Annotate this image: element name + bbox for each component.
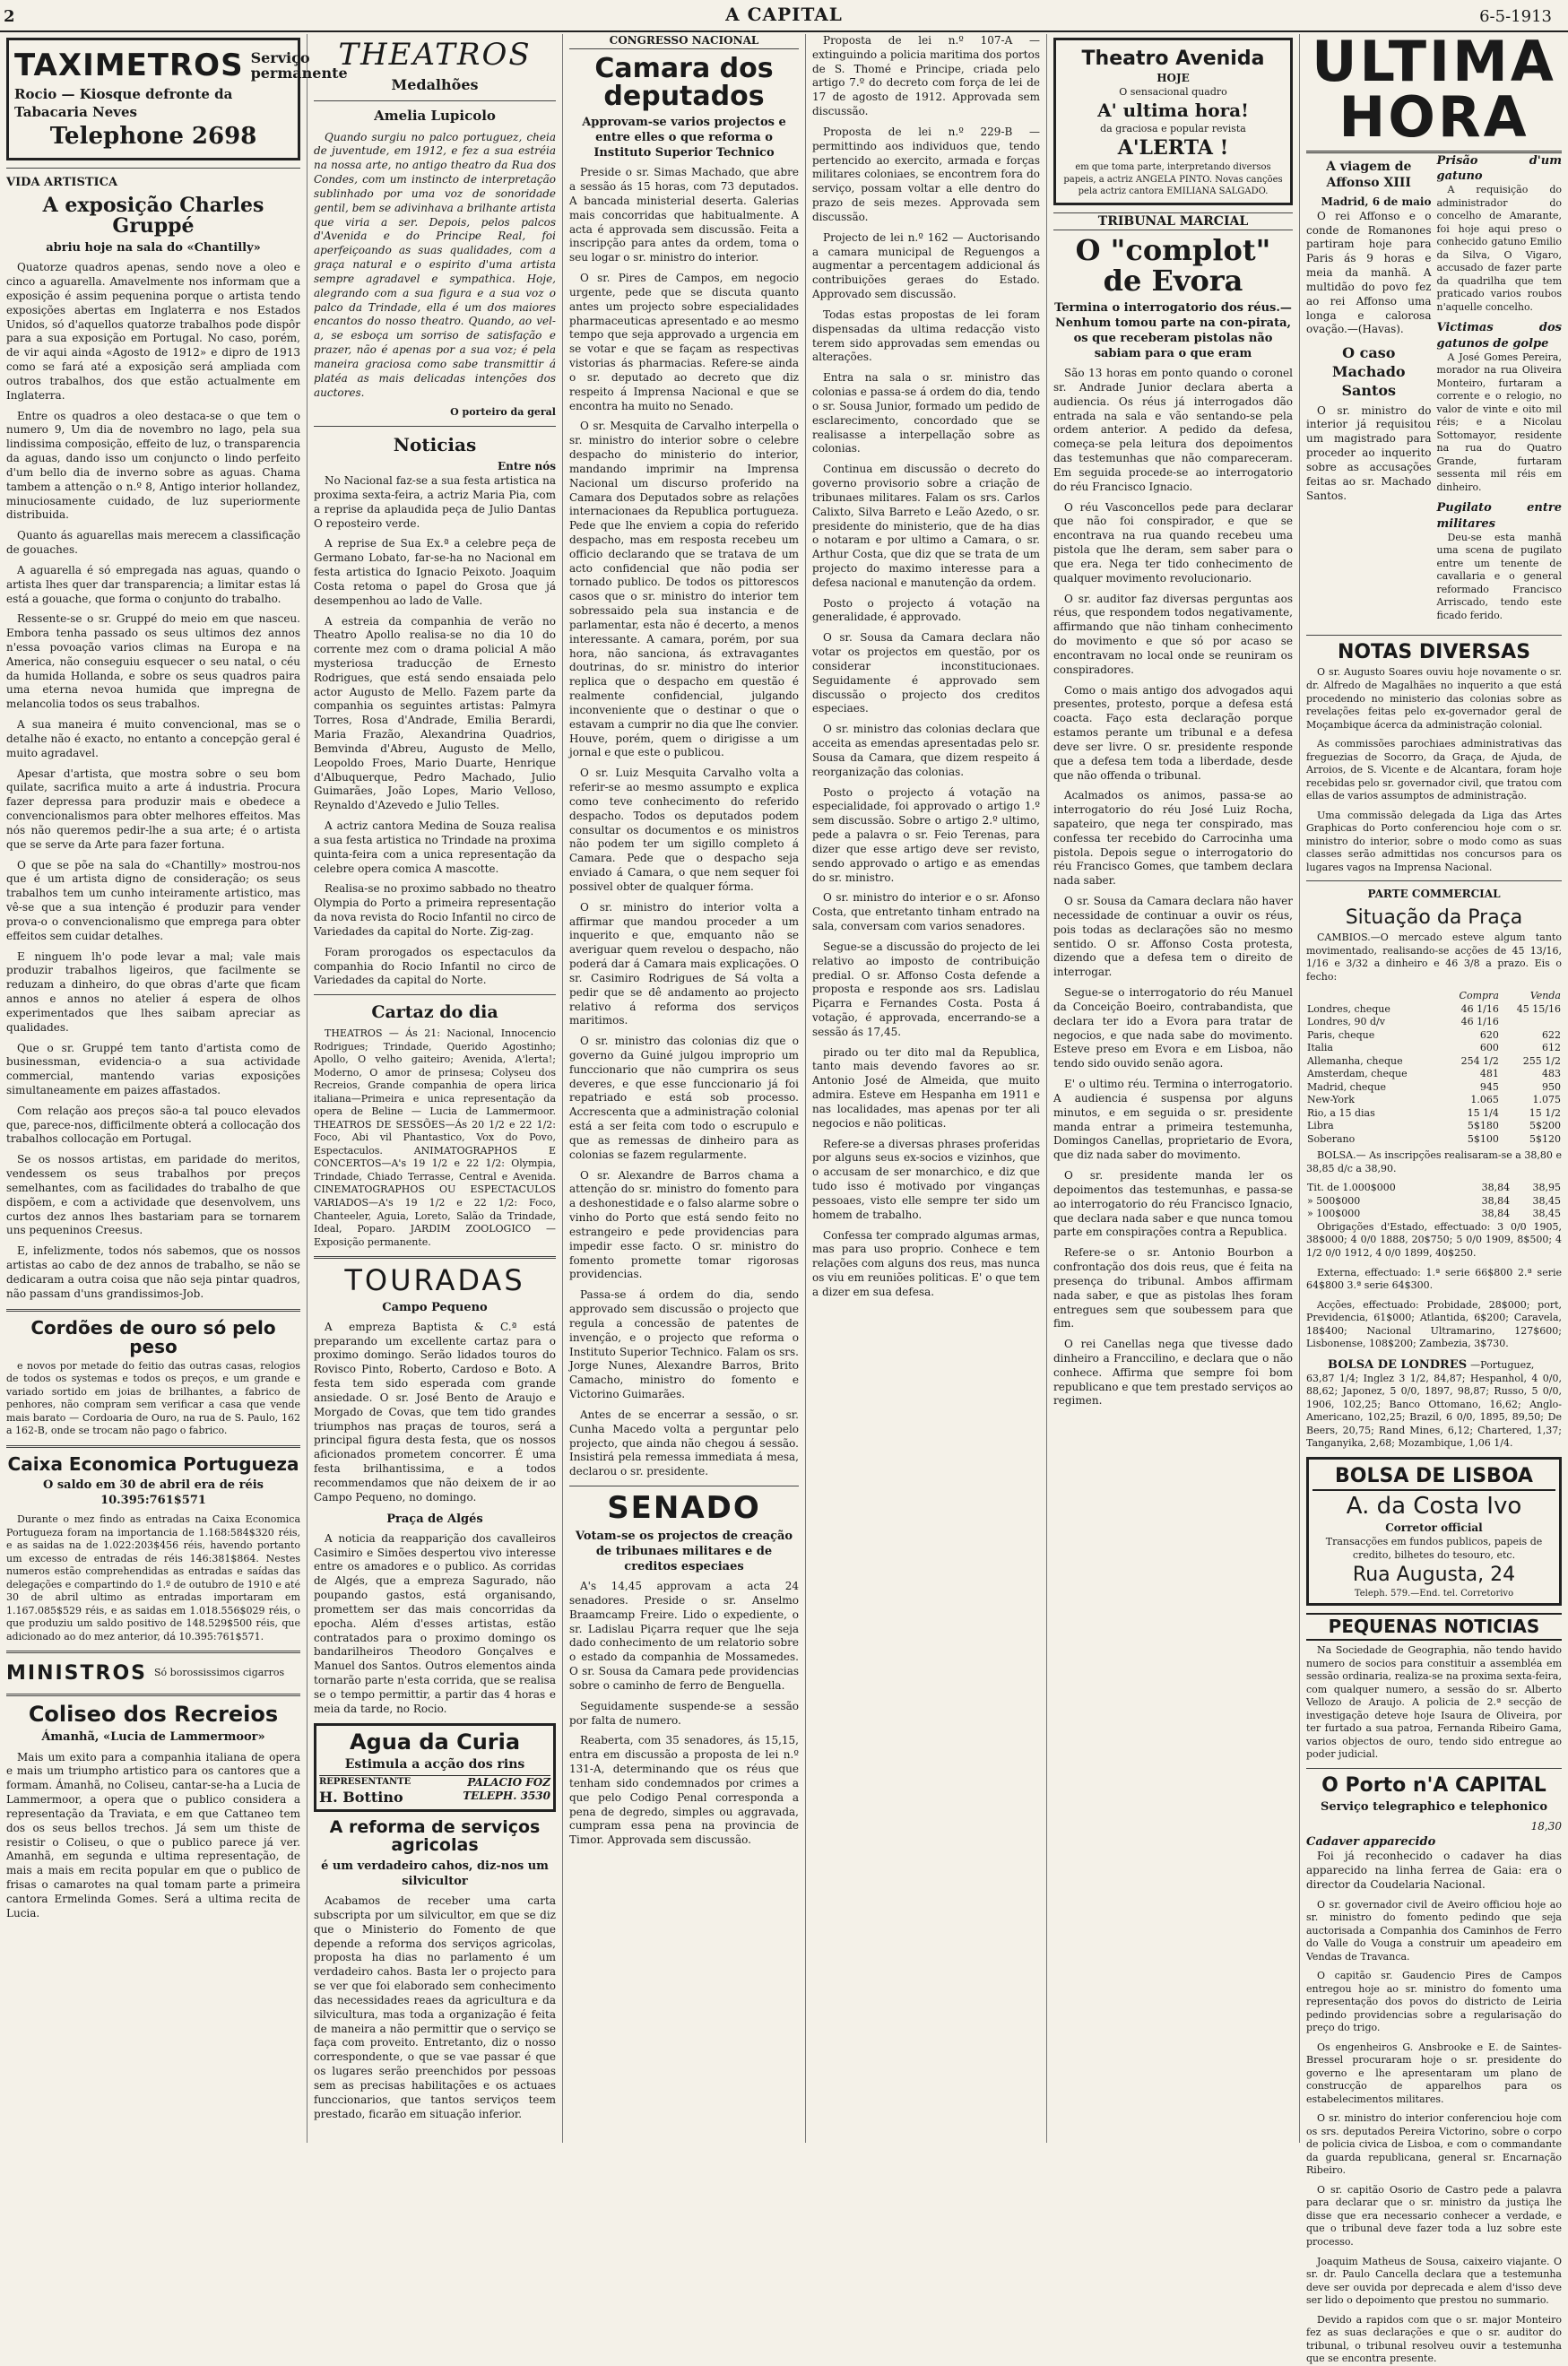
paragraph: O sr. Pires de Campos, em negocio urgente, pede que se discuta quanto antes um projecto sobre especialidades pharmaceuticas apresentado e ao mesmo tempo que seja approvado a urgencia em se votar e que se façam as respectivas vistorias ás pharmacias. Refere-se ainda o sr. deputado ao decreto que diz respeito á Imprensa Nacional e que se encontra ha muito no Senado.: [569, 272, 799, 412]
noticias-title: Noticias: [393, 433, 477, 455]
paragraph: Posto o projecto á votação na generalidade, é approvado.: [812, 596, 1040, 624]
vida-artistica-title: A exposição Charles Gruppé: [42, 193, 264, 238]
viagem-dateline: Madrid, 6 de maio: [1321, 195, 1432, 208]
alges-text: A noticia da reapparição dos cavalleiros Casimiro e Simões despertou vivo interesse entre os amadores e o publico. As corridas de Algés, que a empreza Sagurado, não poupando gastos, está organisando, promettem ser das mais concorridas da epocha. Além d'esses artistas, estão contratados para o proximo domingo os bandarilheiros Theodoro Gonçalves e Manuel dos Santos. Outros elementos ainda tornarão parte n'esta corrida, que se realisa se o tempo permittir, a partir das 4 horas e meia da tarde, no Rocio.: [314, 1531, 556, 1715]
paragraph: E' o ultimo réu. Termina o interrogatorio. A audiencia é suspensa por alguns minutos, e em seguida o sr. presidente manda entrar a primeira testemunha, Domingos Canellas, proprietario de Evora, que diz nada saber do movimento.: [1053, 1078, 1293, 1162]
paragraph: Todas estas propostas de lei foram dispensadas da ultima redacção visto terem sido approvadas sem emendas ou alterações.: [812, 308, 1040, 364]
situacao-title: Situação da Praça: [1345, 906, 1523, 930]
porto-subtitle: Serviço telegraphico e telephonico: [1320, 1800, 1548, 1814]
table-row: Amsterdam, cheque 481 483: [1307, 1068, 1561, 1080]
noticias-sub: Entre nós: [497, 460, 556, 473]
paragraph: Reaberta, com 35 senadores, ás 15,15, entra em discussão a proposta de lei n.º 131-A, determinando que os réus que tenham sido condemnados por crimes a que pelo Codigo Penal corresponda a pena de degredo, simples ou aggravada, cumpram essa pena na provincia de Timor. Approvada sem discussão.: [569, 1734, 799, 1847]
caixa-economica-lead: O saldo em 30 de abril era de réis 10.395:761$571: [43, 1478, 264, 1507]
pugilato-title: Pugilato entre militares: [1436, 501, 1562, 531]
paragraph: Devido a rapidos com que o sr. major Monteiro fez as suas declarações e que o sr. auditor do tribunal, o tribunal resolveu ouvir a testemunha que se encontra presente.: [1306, 2313, 1562, 2365]
paragraph: Entre os quadros a oleo destaca-se o que tem o numero 9, Um dia de novembro no lago, pela sua lindissima composição, effeito de luz, o transparencia da aguas, dando isso um conjuncto o lindo perfeito d'um bello dia de inverno sobre as aguas. Chama tambem a attenção o n.º 8, Antigo interior hollandez, minuciosamente cuidado, de luz superiormente distribuida.: [6, 409, 300, 522]
vida-artistica-lead: abriu hoje na sala do «Chantilly»: [46, 241, 261, 256]
portrait-footer: O porteiro da geral: [450, 406, 556, 419]
table-row: New-York 1.065 1.075: [1307, 1094, 1561, 1106]
cartaz-title: Cartaz do dia: [371, 1002, 498, 1023]
ad-taximetros: [6, 38, 348, 160]
londres-text: [1306, 1357, 1562, 1451]
coliseu-text: Mais um exito para a companhia italiana de opera e mais um triumpho artistico para os cantores que a formam. Ámanhã, no Coliseu, cantar-se-ha a Lucia de Lammermoor, a opera que o publico considera a representação da Traviata, e em que Cattaneo tem dos os seus bellos trechos. Já sem um thiste de resistir o Coliseu, o que o publico parece já ver. Amanhã, em segunda e ultima representação, de mais a mais em recita popular em que o publico de frisas o camarotes na qual tomam parte a primeira cantora Ermelinda Gomes. Será a ultima recita de Lucia.: [6, 1750, 300, 1920]
caixa-economica-text: Durante o mez findo as entradas na Caixa Economica Portugueza foram na importancia de 1.168:584$320 réis, e as saidas na de 1.022:203$456 réis, havendo portanto um excesso de entradas de réis 146:381$864. Nestes numeros estão comprehendidas as entradas e saídas das delegações e compartindo do 1.º de outubro de 1910 e até 30 de abril ultimo as entradas importaram em 1.167.085$529 réis, e as saidas em 1.018.556$029 réis, o que produziu um saldo positivo de 148.529$500 réis, que adicionado ao do mez anterior, dá 10.395:761$571.: [6, 1513, 300, 1642]
page-header: [0, 0, 1568, 32]
table-row: Italia 600 612: [1307, 1042, 1561, 1054]
notas-item: O sr. governador civil de Aveiro officiou hoje ao sr. ministro do fomento pedindo que seja auctorisada a Companhia dos Caminhos de Ferro do Valle do Vouga a construir um apeadeiro em Vendas de Travanca.: [1306, 1898, 1562, 1963]
paragraph: Que o sr. Gruppé tem tanto d'artista como de businessman, evidencia-o a sua actividade commercial, mantendo varias exposições simultaneamente em paizes affastados.: [6, 1041, 300, 1096]
coliseu-lead: Ámanhã, «Lucia de Lammermoor»: [41, 1730, 265, 1745]
pequenas-noticias-title: PEQUENAS NOTICIAS: [1306, 1613, 1562, 1641]
paragraph: São 13 horas em ponto quando o coronel sr. Andrade Junior declara aberta a audiencia. Os réus já interrogados dão entrada na sala e vão sentando-se pela ordem anterior. A pedido da defesa, começa-se pela leitura dos depoimentos das testemunhas que não compareceram. Em seguida procede-se ao interrogatorio do réu Francisco Ignacio.: [1053, 367, 1293, 493]
paragraph: A sua maneira é muito convencional, mas se o detalhe não é exacto, no entanto a concepção geral é muito agradavel.: [6, 718, 300, 759]
avenida-line1: O sensacional quadro: [1119, 85, 1227, 98]
paragraph: pirado ou ter dito mal da Republica, tanto mais devendo favores ao sr. Antonio José de Almeida, que muito admira. Esteve em Hespanha em 1911 e nas localidades, mas apenas por ter ali negocios e não politicas.: [812, 1045, 1040, 1130]
senado-title: SENADO: [607, 1490, 761, 1526]
paragraph: O sr. ministro das colonias declara que acceita as emendas apresentadas pelo sr. Sousa da Camara, que dizem respeito á reorganização das colonias.: [812, 723, 1040, 778]
avenida-line2: A' ultima hora!: [1097, 100, 1249, 122]
paragraph: A aguarella é só empregada nas aguas, quando o artista lhes quer dar transparencia; a limitar estas lá está a gouache, que forma o conjunto do trabalho.: [6, 563, 300, 605]
cambios-table: [1306, 990, 1562, 1146]
viagem-title: A viagem de Affonso XIII: [1326, 160, 1412, 191]
londres-body: —Portuguez, 63,87 1/4; Inglez 3 1/2, 84,87; Hespanhol, 4 0/0, 88,62; Japonez, 5 0/0, 1897, 98,87; Russo, 5 0/0, 1906, 102,25; Banco Ottomano, 16,62; Anglo-Americano, 102,25; Brazil, 6 0/0, 1895, 89,50; De Beers, 20,75; Rand Mines, 6,12; Chartered, 1,37; Tanganyika, 2,68; Mozambique, 1,06 1/4.: [1306, 1358, 1562, 1450]
notas-item: Uma commissão delegada da Liga das Artes Graphicas do Porto conferenciou hoje com o sr. ministro do interior, sobre o modo como as suas classes serão admittidas nos concursos para os lugares vagos na Imprensa Nacional.: [1306, 809, 1562, 873]
paragraph: E, infelizmente, todos nós sabemos, que os nossos artistas ao cabo de dez annos de trabalho, se não se dedicaram a outra coisa que não seja pintar quadros, não passam d'uns grandissimos-Job.: [6, 1244, 300, 1300]
paragraph: Antes de se encerrar a sessão, o sr. Cunha Macedo volta a perguntar pelo projecto, que ainda não chegou á sessão. Insistirá pela remessa immediata á mesa, declarou o sr. presidente.: [569, 1408, 799, 1478]
column-3: [563, 34, 806, 2143]
notas-item: As commissões parochiaes administrativas das freguezias de Socorro, da Graça, de Ajuda, de Arroios, de S. Vicente e de Alcantara, foram hoje recebidas pelo sr. governador civil, que tratou com ellas de varios assumptos de administração.: [1306, 738, 1562, 802]
paragraph: O sr. auditor faz diversas perguntas aos réus, que respondem todos negativamente, affirmando que não tinham conhecimento do movimento e que só por acaso se encontravam no local onde se reuniram os conspiradores.: [1053, 592, 1293, 676]
curia-rep-name: H. Bottino: [319, 1788, 403, 1806]
paragraph: Refere-se o sr. Antonio Bourbon a confrontação dos dois reus, que é feita na presença do tribunal. Ambos affirmam nada saber, e que as pistolas lhes foram entregues sem que soubessem para que fim.: [1053, 1246, 1293, 1330]
bolsa-lisboa-text: Transacções em fundos publicos, papeis de credito, bilhetes do tesouro, etc.: [1325, 1536, 1543, 1561]
page-number: 2: [4, 7, 15, 26]
avenida-title: Theatro Avenida: [1081, 48, 1265, 70]
paragraph: O sr. Sousa da Camara declara não votar os projectos em questão, por os considerar inconstitucionaes. Seguidamente é approvado sem discussão o projecto dos creditos especiaes.: [812, 631, 1040, 715]
theatros-title: THEATROS: [338, 37, 532, 73]
tribunal-section: TRIBUNAL MARCIAL: [1053, 212, 1293, 230]
paragraph: O sr. Luiz Mesquita Carvalho volta a referir-se ao mesmo assumpto e explica como teve conhecimento do referido despacho. Todos os deputados podem consultar os documentos e os ministros não podem ter um sigillo completo á Camara. Pede que o despacho seja enviado á Camara, o que nem sequer foi possivel obter de qualquer fórma.: [569, 767, 799, 893]
coliseu-title: Coliseo dos Recreios: [28, 1702, 279, 1728]
paragraph: O sr. Mesquita de Carvalho interpella o sr. ministro do interior sobre o celebre despacho do ministerio do interior, mandando imprimir na Imprensa Nacional um discurso proferido na Camara dos Deputados sobre as relações internacionaes da Republica portugueza. Pede que lhe enviem a copia do referido despacho, mas em resposta recebeu um officio declarando que se tratava de um acto confidencial que não podia ser tornado publico. De todos os pittorescos casos que o sr. ministro do interior tem sobressaido pela sua instancia e de parlamentar, esta não é decerto, a menos interessante. A camara, porém, por sua hora, não sanciona, ás extravagantes doutrinas, do sr. ministro do interior replica que o despacho em questão é realmente confidencial, julgando inconveniente que o destinar o que o estavam a cumprir no dia que lhe convier. Houve, porém, quem o dirigisse a um jornal e que este o publicou.: [569, 420, 799, 759]
pequenas-noticias-text: Na Sociedade de Geographia, não tendo havido numero de socios para constituir a assembléa em sessão ordinaria, realiza-se na proxima sexta-feira, com qualquer numero, a sessão do sr. Alberto Vellozo de Araujo. A policia de 2.ª secção de investigação deteve hoje Isaura de Oliveira, por ter furtado a sua patroa, Fernanda Ribeiro Gama, varios objectos de ouro, tendo sido entregue ao poder judicial.: [1306, 1644, 1562, 1761]
portrait-name: Amelia Lupicolo: [374, 107, 496, 124]
column-5: [1047, 34, 1300, 2143]
situacao-intro: CAMBIOS.—O mercado esteve algum tanto movimentado, realisando-se acções de 45 13/16, 1/16 e 3/32 a dinheiro e 46 3/8 a prazo. Eis o fecho:: [1306, 932, 1562, 983]
noticia-item: A estreia da companhia de verão no Theatro Apollo realisa-se no dia 10 do corrente mez com o drama policial A mão mysteriosa traducção de Ernesto Rodrigues, que está sendo ensaiada pelo actor Augusto de Mello. Fazem parte da companhia os seguintes artistas: Palmyra Torres, Rosa d'Andrade, Emilia Berardi, Maria Frazão, Alexandrina Quadrios, Bemvinda d'Abreu, Augusto de Mello, Leopoldo Froes, Mario Duarte, Henrique d'Albuquerque, Pedro Machado, Julio Guimarães, João Lopes, Mario Velloso, Reynaldo d'Azevedo e Julio Telles.: [314, 614, 556, 812]
touradas-sub: Campo Pequeno: [382, 1300, 488, 1314]
paragraph: E ninguem lh'o pode levar a mal; vale mais produzir trabalhos ligeiros, que facilmente se reduzam a dinheiro, do que obras d'arte que ficam annos e annos no atelier á espera de olhos experimentados que lhes saibam apreciar as qualidades.: [6, 949, 300, 1034]
paragraph: Quatorze quadros apenas, sendo nove a oleo e cinco a aguarella. Amavelmente nos informam que a exposição é assim pequenina porque o artista tendo exposições abertas em Inglaterra e nos Estados Unidos, só d'aquellos quatorze trabalhos pode dispôr para a sua exposição em Portugal. No caso, porém, de vir aqui ainda «Agosto de 1912» e dipro de 1913 como se fará até a exposição será ampliada com outros trabalhos, dos que estão actualmente em Inglaterra.: [6, 261, 300, 402]
cartaz-text: THEATROS — Ás 21: Nacional, Innocencio Rodrigues; Trindade, Querido Agostinho; Apollo, O velho gaiteiro; Avenida, A'lerta!; Moderno, O amor de prinsesa; Colyseu dos Recreios, Grande companhia de opera lirica italiana—Primeira e unica representação da opera de Beline — Lucia de Lammermoor. THEATROS DE SESSÕES—Ás 20 1/2 e 22 1/2: Foco, Abi vil Phantastico, Vox do Povo, Espectaculos. ANIMATOGRAPHOS E CONCERTOS—A's 19 1/2 e 22 1/2: Olympia, Trindade, Chiado Terrasse, Central e Avenida. CINEMATOGRAPHOS OU ESPECTACULOS VARIADOS—A's 19 1/2 e 22 1/2: Foco, Chanteeler, Aguia, Loreto, Salão da Trindade, Ideal, Poparo. JARDIM ZOOLOGICO — Exposição permanente.: [314, 1027, 556, 1248]
portrait-text: Quando surgiu no palco portuguez, cheia de juventude, em 1912, e fez a sua estréia na nossa arte, no antigo theatro da Rua dos Condes, com um instincto de interpretação sublinhado por uma voz de sonoridade gentil, bem se adivinhava a brilhante artista que viria a ser. Depois, pelos palcos d'Avenida e do Principe Real, foi aperfeiçoando as suas qualidades, com a graça natural e o espirito d'uma artista sempre agradavel e sympathica. Hoje, alegrando com a sua figura e a sua voz o palco da Trindade, ella é um dos maiores encantos do nosso theatro. Quando, ao vel-a, se esboça um sorriso de satisfação e prazer, não é apenas por a sua voz; é pela maneira graciosa como sabe transmittir á platéa as mais delicadas intenções dos auctores.: [314, 130, 556, 399]
paragraph: Projecto de lei n.º 162 — Auctorisando a camara municipal de Reguengos a augmentar a percentagem addicional ás contribuições geraes do Estado. Approvado sem discussão.: [812, 230, 1040, 301]
column-4: [806, 34, 1047, 2143]
noticia-item: A reprise de Sua Ex.ª a celebre peça de Germano Lobato, far-se-ha no Nacional em festa artistica do Ignacio Peixoto. Joaquim Costa retoma o papel do Grosa que já desempenhou ao lado de Valle.: [314, 537, 556, 607]
table-row: » 100$000 38,84 38,45: [1307, 1208, 1561, 1220]
avenida-line3: da graciosa e popular revista: [1100, 122, 1246, 134]
viagem-text: O rei Affonso e o conde de Romanones partiram hoje para Paris ás 9 horas e meia da manhã. A multidão do povo fez ao rei Affonso uma longa e calorosa ovação.—(Havas).: [1306, 209, 1432, 336]
cadaver-title: Cadaver apparecido: [1306, 1834, 1436, 1849]
paragraph: A's 14,45 approvam a acta 24 senadores. Preside o sr. Anselmo Braamcamp Freire. Lido o expediente, o sr. Ladislau Piçarra requer que lhe seja dado conhecimento de um relatorio sobre o estado da companhia de Mossamedes. O sr. Sousa da Camara pede providencias sobre o caminho de ferro de Benguella.: [569, 1580, 799, 1692]
paragraph: Refere-se a diversas phrases proferidas por alguns seus ex-socios e vizinhos, que o accusam de ser monarchico, e diz que tudo isso é motivado por vinganças pessoaes, visto elle sempre ter sido um homem de trabalho.: [812, 1137, 1040, 1221]
noticia-item: Realisa-se no proximo sabbado no theatro Olympia do Porto a primeira representação da nova revista do Rocio Infantil no circo de Variedades da capital do Norte. Zig-zag.: [314, 882, 556, 938]
bolsa-lisboa-address: Rua Augusta, 24: [1352, 1564, 1516, 1587]
table-row: Soberano 5$100 5$120: [1307, 1132, 1561, 1145]
ad-ministros: [6, 1660, 300, 1686]
bolsa-lisboa-phone: Teleph. 579.—End. tel. Corretorivo: [1354, 1589, 1514, 1599]
paragraph: Entra na sala o sr. ministro das colonias e passa-se á ordem do dia, tendo o sr. Sousa Junior, formado um pedido de esclarecimento, concordado que se realisasse a interpellação sobre as colonias.: [812, 371, 1040, 455]
vida-artistica-body: [6, 261, 300, 1301]
paragraph: Se os nossos artistas, em paridade do meritos, vendessem os seus trabalhos por preços semelhantes, com as facilidades do trabalho de que dispõem, e com a actividade que desenvolvem, uns curtos dez annos lhes bastariam para se tornarem uns pequeninos Creesus.: [6, 1153, 300, 1237]
section-congresso: CONGRESSO NACIONAL: [569, 34, 799, 49]
paragraph: O que se põe na sala do «Chantilly» mostrou-nos que é um artista digno de consideração; os seus trabalhos tem um cunho inteiramente artistico, mas vê-se que a sua intenção é produzir para vender prova-o o convencionalismo que emprega para obter effeitos sem cuidar detalhes.: [6, 858, 300, 942]
prisao-text: A requisição do administrador do concelho de Amarante, foi hoje aqui preso o conhecido gatuno Emilio da Silva, O Vigaro, accusado de fazer parte da quadrilha que tem praticado varios roubos n'aquelle concelho.: [1436, 184, 1562, 313]
notas-item: O capitão sr. Gaudencio Pires de Campos entregou hoje ao sr. ministro do fomento uma representação dos povos do districto de Leiria pedindo providencias sobre a regularisação do preço do trigo.: [1306, 1970, 1562, 2034]
externa-text: Externa, effectuado: 1.ª serie 66$800 2.ª serie 64$800 3.ª serie 64$300.: [1306, 1266, 1562, 1292]
camara-title: Camara dos deputados: [594, 52, 774, 113]
paragraph: Confessa ter comprado algumas armas, mas para uso proprio. Conhece e tem relações com alguns dos reus, mas nunca os viu em reuniões politicas. E' o que tem a dizer em sua defesa.: [812, 1228, 1040, 1298]
paragraph: O sr. ministro do interior e o sr. Afonso Costa, que entretanto tinham entrado na sala, conversam com varios senadores.: [812, 891, 1040, 933]
victimas-title: Victimas dos gatunos de golpe: [1436, 321, 1562, 351]
touradas-text: A empreza Baptista & C.ª está preparando um excellente cartaz para o proximo domingo. Serão lidados touros do Rovisco Pinto, Roberto, Cardoso e Boto. A festa tem sido esperada com grande ansiedade. O sr. José Bento de Araujo e Morgado de Covas, que tem tido grandes triumphos nas praças de touros, será a principal figura desta festa, que os nossos aficionados prometem concorrer. É uma festa brilhantissima, e a todos recommendamos que não deixem de ir ao Campo Pequeno, no domingo.: [314, 1320, 556, 1504]
paragraph: O sr. ministro do interior volta a affirmar que mandou proceder a um inquerito e que, emquanto não se averiguar quem revelou o despacho, não poderá dar á Camara mais explicações. O sr. Casimiro Rodrigues de Sá volta a pedir que se dê andamento ao projecto relativo á reforma dos serviços maritimos.: [569, 900, 799, 1027]
ministros-title: MINISTROS: [6, 1662, 148, 1686]
table-header-row: Compra Venda: [1459, 990, 1561, 1002]
ad-taximetros-location: Rocio — Kiosque defronte da Tabacaria Neves: [14, 85, 233, 120]
table-row: » 500$000 38,84 38,45: [1307, 1194, 1561, 1207]
curia-tagline: Estimula a acção dos rins: [344, 1757, 525, 1772]
noticia-item: Foram prorogados os espectaculos da companhia do Rocio Infantil no circo de Variedades da capital do Norte.: [314, 945, 556, 987]
complot-subtitle: Termina o interrogatorio dos réus.—Nenhum tomou parte na con-pirata, os que receberam pistolas não sabiam para o que eram: [1054, 300, 1292, 360]
ad-taximetros-tagline: Serviço permanente: [250, 48, 348, 82]
bolsa-table: [1306, 1182, 1562, 1221]
paragraph: Como o mais antigo dos advogados aqui presentes, protesto, porque a defesa está coacta. Faço esta declaração porque estamos perante um tribunal e a defesa deve ser livre. O sr. presidente responde que a defesa tem toda a liberdade, desde que não offenda o tribunal.: [1053, 683, 1293, 782]
ad-taximetros-phone: Telephone 2698: [49, 123, 257, 151]
avenida-text: em que toma parte, interpretando diversos papeis, a actriz ANGELA PINTO. Novas canções pela actriz cantora EMILIANA SALGADO.: [1063, 162, 1283, 196]
paragraph: O réu Vasconcellos pede para declarar que não foi conspirador, e que se encontrava na rua quando recebeu uma pistola que lhe deram, sem saber para o que era. Nega ter tido conhecimento de qualquer movimento revolucionario.: [1053, 500, 1293, 585]
notas-item: O sr. ministro do interior conferenciou hoje com os srs. deputados Pereira Victorino, sobre o corpo de policia civica de Lisboa, e com o commandante da guarda republicana, general sr. Encarnação Ribeiro.: [1306, 2112, 1562, 2177]
avenida-show: A'LERTA !: [1117, 136, 1229, 160]
londres-title: BOLSA DE LONDRES: [1328, 1357, 1468, 1372]
paragraph: Apesar d'artista, que mostra sobre o seu bom quilate, sacrifica muito a arte á industria. Procura fazer depressa para produzir mais e obedece a convencionalismos para obter melhores effeitos. Mas nós não queremos pedir-lhe a sua arte; é o artista que se serve da Arte para fazer fortuna.: [6, 767, 300, 851]
table-row: Libra 5$180 5$200: [1307, 1120, 1561, 1132]
bolsa-lisboa-role: Corretor official: [1385, 1521, 1483, 1535]
masthead: A CAPITAL: [725, 4, 843, 25]
cadaver-text: Foi já reconhecido o cadaver ha dias apparecido na linha ferrea de Gaia: era o director da Coudelaria Nacional.: [1306, 1850, 1562, 1891]
curia-phone: TELEPH. 3530: [463, 1790, 550, 1803]
paragraph: O sr. ministro das colonias diz que o governo da Guiné julgou improprio um funccionario que não cumprira os seus deveres, e que esse funccionario já foi repatriado e está sob processo. Accrescenta que a administração colonial está a ser feita com todo o escrupulo e que as remessas de dinheiro para as colonias se fazem regularmente.: [569, 1035, 799, 1161]
complot-title: O "complot" de Evora: [1075, 233, 1271, 298]
noticia-item: No Nacional faz-se a sua festa artistica na proxima sexta-feira, a actriz Maria Pia, com a reprise da aplaudida peça de Julio Dantas O reposteiro verde.: [314, 474, 556, 530]
prisao-title: Prisão d'um gatuno: [1436, 154, 1562, 184]
ultima-hora-title: ULTIMA HORA: [1306, 34, 1562, 153]
senado-subtitle: Votam-se os projectos de creação de tribunaes militares e de creditos especiaes: [575, 1529, 793, 1573]
table-row: Madrid, cheque 945 950: [1307, 1080, 1561, 1093]
paragraph: Acalmados os animos, passa-se ao interrogatorio do réu José Luiz Rocha, sapateiro, que nega ter conspirado, mas confessa ter recebido do Carrocinha uma pistola. Depois segue o interrogatorio do réu Francisco Gomes, que tambem declara nada saber.: [1053, 789, 1293, 888]
paragraph: Continua em discussão o decreto do governo provisorio sobre a criação de tribunaes militares. Falam os srs. Carlos Calixto, Silva Barreto e Leão Azedo, o sr. presidente do ministerio, que de ha dias o notaram e por ultimo a Camara, o sr. Arthur Costa, que diz que se trata de um projecto do maximo interesse para a defesa nacional e manutenção da ordem.: [812, 463, 1040, 589]
issue-date: 6-5-1913: [1479, 7, 1552, 26]
camara-subtitle: Approvam-se varios projectos e entre elles o que reforma o Instituto Superior Technico: [582, 115, 786, 160]
victimas-text: A José Gomes Pereira, morador na rua Oliveira Monteiro, furtaram a corrente e o relogio, no valor de vinte e oito mil réis; e a Nicolau Sottomayor, residente na rua do Quatro Grande, furtaram sessenta mil réis em dinheiro.: [1436, 351, 1562, 493]
section-vida-artistica: VIDA ARTISTICA: [6, 175, 118, 189]
bolsa-lisboa-title: BOLSA DE LISBOA: [1312, 1463, 1555, 1491]
paragraph: Segue-se a discussão do projecto de lei relativo ao imposto de contribuição predial. O sr. Affonso Costa defende a proposta e responde aos srs. Ladislau Piçarra e Fernandes Costa. Posta á votação, é approvada, encerrando-se a sessão ás 17,45.: [812, 940, 1040, 1038]
machado-title: O caso Machado Santos: [1331, 344, 1406, 400]
pugilato-text: Deu-se esta manhã uma scena de pugilato entre um tenente de cavallaria e o general reformado Francisco Arriscado, tendo este ficado ferido.: [1436, 531, 1562, 621]
ad-theatro-avenida: [1053, 38, 1293, 205]
table-row: Tit. de 1.000$000 38,84 38,95: [1307, 1182, 1561, 1194]
porto-title: O Porto n'A CAPITAL: [1321, 1773, 1546, 1797]
paragraph: Proposta de lei n.º 229-B — permittindo aos individuos que, tendo pertencido ao exercito, armada e forças militares coloniaes, se encontrem fora do serviço, possam voltar a elle dentro do prazo de seis mezes. Approvada sem discussão.: [812, 125, 1040, 223]
table-row: Londres, cheque 46 1/16 45 15/16: [1307, 1002, 1561, 1015]
notas-diversas-title: NOTAS DIVERSAS: [1337, 641, 1531, 664]
notas-item: O sr. Augusto Soares ouviu hoje novamente o sr. dr. Alfredo de Magalhães no inquerito a que está procedendo no ministerio das colonias sobre as revelações feitas pelo ex-governador geral de Moçambique ácerca da administração colonial.: [1306, 666, 1562, 731]
paragraph: O sr. Sousa da Camara declara não haver necessidade de continuar a ouvir os réus, pois todas as declarações são no mesmo sentido. O sr. Affonso Costa protesta, dizendo que a defesa tem o direito de interrogar.: [1053, 895, 1293, 979]
accoes-text: Acções, effectuado: Probidade, 28$000; port, Previdencia, 61$000; Atlantida, 6$200; Caravela, 18$400; Nacional Ultramarino, 127$600; Lisbonense, 108$200; Zambezia, 3$730.: [1306, 1298, 1562, 1350]
table-row: Londres, 90 d/v 46 1/16: [1307, 1016, 1499, 1028]
paragraph: O rei Canellas nega que tivesse dado dinheiro a Franccilino, e declara que o não conhece. Affirma que sempre foi bom republicano e que tem prestado serviços ao regimen.: [1053, 1338, 1293, 1408]
ad-bolsa-lisboa: [1306, 1457, 1562, 1606]
paragraph: O sr. Alexandre de Barros chama a attenção do sr. ministro do fomento para a deshonestidade e o falso alarme sobre o vinho do Porto que está sendo feito no estrangeiro e pede providencias para impedir esse facto. O sr. ministro do fomento promette tomar rigorosas providencias.: [569, 1168, 799, 1281]
medalhoes-heading: Medalhões: [391, 75, 479, 93]
reforma-subtitle: é um verdadeiro cahos, diz-nos um silvicultor: [321, 1859, 549, 1888]
caixa-economica-title: Caixa Economica Portugueza: [7, 1452, 299, 1475]
bolsa-lisboa-name: A. da Costa Ivo: [1346, 1492, 1522, 1520]
porto-time: 18,30: [1530, 1820, 1562, 1833]
machado-text: O sr. ministro do interior já requisitou um magistrado para proceder ao inquerito sobre as accusações feitas ao sr. Machado Santos.: [1306, 403, 1432, 502]
noticia-item: A actriz cantora Medina de Souza realisa a sua festa artistica no Trindade na proxima quinta-feira com a unica representação da celebre opera comica A mascotte.: [314, 819, 556, 875]
paragraph: O sr. presidente manda ler os depoimentos das testemunhas, e passa-se ao interrogatorio do réu Francisco Ignacio, que declara nada saber e que nunca tomou parte em conspirações contra a Republica.: [1053, 1169, 1293, 1239]
curia-address: PALACIO FOZ: [467, 1775, 550, 1789]
paragraph: Segue-se o interrogatorio do réu Manuel da Conceição Boeiro, contrabandista, que declara ter ido a Evora para tratar de negocios, e que nada sabe do movimento. Esteve preso em Evora e em Lisboa, não tendo sido ouvido senão agora.: [1053, 986, 1293, 1070]
paragraph: Preside o sr. Simas Machado, que abre a sessão ás 15 horas, com 73 deputados. A bancada ministerial deserta. Galerias mais concorridas que habitualmente. A acta é approvada sem discussão. Feita a inscripção para antes da ordem, toma o seu logar o sr. ministro do interior.: [569, 166, 799, 264]
notas-item: Os engenheiros G. Ansbrooke e E. de Saintes-Bressel procuraram hoje o sr. presidente do governo e lhe apresentaram um plano de construcção de apparelhos para os estabelecimentos militares.: [1306, 2041, 1562, 2105]
paragraph: Proposta de lei n.º 107-A — extinguindo a policia maritima dos portos de S. Thomé e Principe, criada pelo artigo 7.º do decreto com força de lei de 17 de agosto de 1912. Approvada sem discussão.: [812, 34, 1040, 118]
ad-taximetros-title: TAXIMETROS: [14, 48, 244, 83]
avenida-today: HOJE: [1157, 72, 1190, 85]
paragraph: Posto o projecto á votação na especialidade, foi approvado o artigo 1.º sem discussão. Sobre o artigo 2.º ultimo, pede a palavra o sr. Feio Terenas, para dizer que esse artigo deve ser revisto, sendo approvado o artigo e as emendas do sr. ministro.: [812, 785, 1040, 884]
touradas-title: TOURADAS: [344, 1263, 525, 1298]
ad-agua-curia: [314, 1723, 556, 1812]
table-row: Paris, cheque 620 622: [1307, 1028, 1561, 1041]
column-2: [308, 34, 563, 2143]
column-1: [0, 34, 348, 2143]
paragraph: Joaquim Matheus de Sousa, caixeiro viajante. O sr. dr. Paulo Cancella declara que a testemunha deve ser ouvida por deprecada e alem d'isso deve ser lido o depoimento que prestou no summario.: [1306, 2255, 1562, 2307]
ad-cordoes-text: e novos por metade do feitio das outras casas, relogios de todos os systemas e todos os preços, e um grande e variado sortido em joias de brilhantes, a fabrico de penhores, não compram sem verificar a casa que vende mais barato — Cordoaria de Ouro, na rua de S. Paulo, 162 a 162-B, onde se trocam não pago o fabrico.: [6, 1359, 300, 1437]
ad-cordoes-title: Cordões de ouro só pelo peso: [30, 1316, 276, 1357]
obrigacoes-text: Obrigações d'Estado, effectuado: 3 0/0 1905, 38$000; 4 0/0 1888, 20$750; 5 0/0 1909, 8$500; 4 1/2 0/0 1912, 4 0/0 1899, 40$250.: [1306, 1220, 1562, 1259]
bolsa-text: BOLSA.— As inscripções realisaram-se a 38,80 e 38,85 d/c a 38,90.: [1306, 1149, 1562, 1174]
section-parte-commercial: PARTE COMMERCIAL: [1367, 888, 1501, 901]
ministros-subtitle: Só borossissimos cigarros: [154, 1667, 285, 1679]
table-row: Allemanha, cheque 254 1/2 255 1/2: [1307, 1054, 1561, 1067]
paragraph: Seguidamente suspende-se a sessão por falta de numero.: [569, 1699, 799, 1727]
paragraph: Quanto ás aguarellas mais merecem a classificação de gouaches.: [6, 529, 300, 557]
table-row: Rio, a 15 dias 15 1/4 15 1/2: [1307, 1106, 1561, 1119]
curia-rep-label: REPRESENTANTE: [319, 1776, 411, 1787]
paragraph: O sr. capitão Osorio de Castro pede a palavra para declarar que o sr. ministro da justiça lhe disse que era necessario conhecer a verdade, e que o tribunal deve fazer toda a luz sobre este processo.: [1306, 2183, 1562, 2248]
reforma-text: Acabamos de receber uma carta subscripta por um silvicultor, em que se diz que o Ministerio do Fomento de que depende a reforma dos serviços agricolas, proposta ha dias no parlamento é um verdadeiro cahos. Basta ler o projecto para se ver que foi elaborado sem conhecimento das necessidades reaes da agricultura e da silvicultura, mas toda a organização é feita de maneira a não permittir que o serviço se faça com proveito. Entretanto, diz o nosso correspondente, o que se vae passar é que os lugares serão preenchidos por pessoas sem as precisas habilitações e os actuaes funccionarios, que tantos serviços teem prestado, ficarão em situação inferior.: [314, 1894, 556, 2120]
paragraph: Com relação aos preços são-a tal pouco elevados que, parece-nos, difficilmente obterá a collocação dos trabalhos collocação em Portugal.: [6, 1104, 300, 1146]
paragraph: Passa-se á ordem do dia, sendo approvado sem discussão o projecto que regula a concessão de patentes de invenção, e o projecto que reforma o Instituto Superior Technico. Falam os srs. Jorge Nunes, Alexandre Barros, Brito Camacho, ministro do fomento e Victorino Guimarães.: [569, 1288, 799, 1401]
curia-title: Agua da Curia: [349, 1729, 521, 1755]
column-6: [1300, 29, 1568, 2365]
alges-title: Praça de Algés: [386, 1512, 483, 1526]
paragraph: Ressente-se o sr. Gruppé do meio em que nasceu. Embora tenha passado os seus ultimos dez annos n'essa povoação varios climas na Europa e na America, não conseguiu esquecer o seu natal, o céu da humida Hollanda, e sobre os seus quadros paira uma eterna nevoa humida que impregna de melancolia todos os seus trabalhos.: [6, 612, 300, 711]
reforma-title: A reforma de serviços agricolas: [329, 1816, 541, 1855]
